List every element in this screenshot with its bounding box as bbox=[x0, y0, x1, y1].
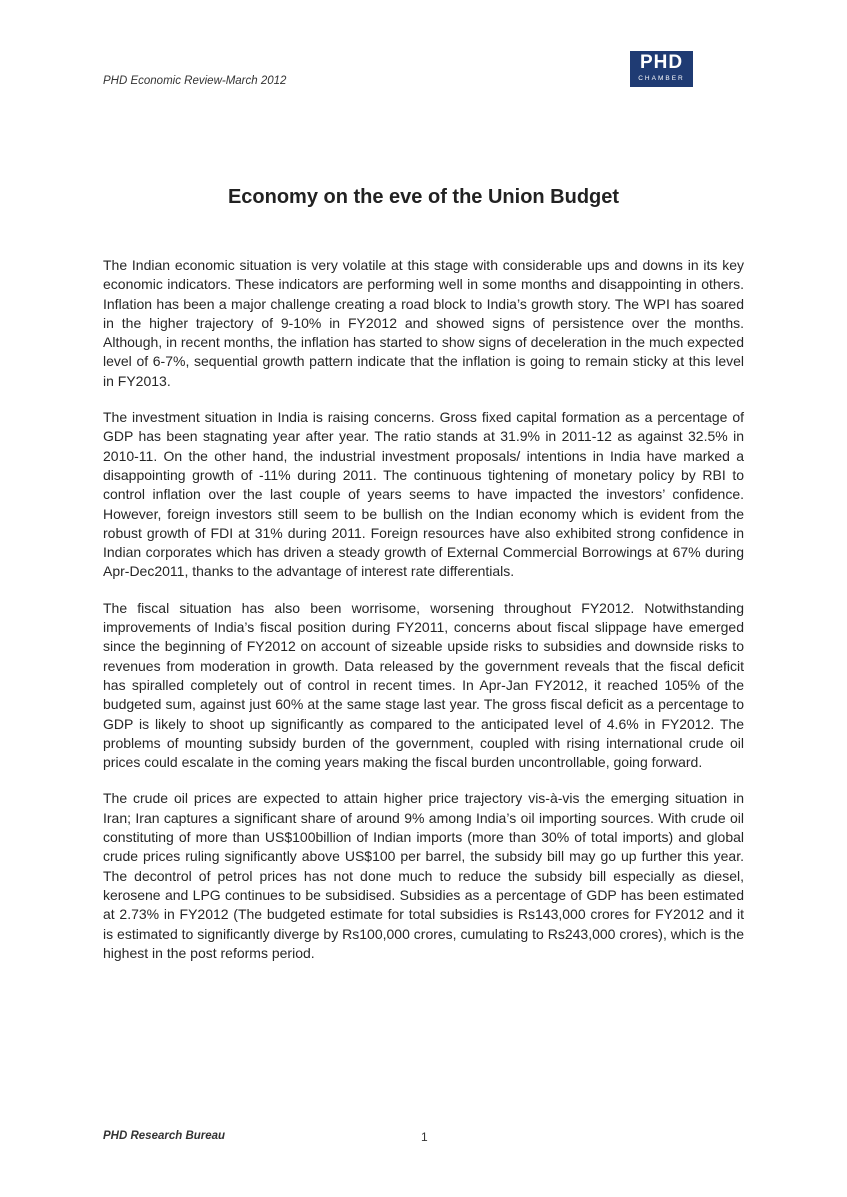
paragraph-inflation: The Indian economic situation is very volatile at this stage with considerable ups and downs in its key economic indicators. These indicators are performing well in some months and disappointing in others. Inflation has been a major challenge creating a road block to India’s growth story. The WPI has soared in the higher trajectory of 9-10% in FY2012 and showed signs of persistence over the months. Although, in recent months, the inflation has started to show signs of deceleration in the much expected level of 6-7%, sequential growth pattern indicate that the inflation is going to remain sticky at this level in FY2013. bbox=[103, 257, 744, 389]
phd-chamber-logo bbox=[630, 51, 693, 87]
logo-main-text: PHD bbox=[639, 52, 684, 73]
page-title: Economy on the eve of the Union Budget bbox=[227, 186, 620, 208]
paragraph-fiscal: The fiscal situation has also been worrisome, worsening throughout FY2012. Notwithstanding improvements of India’s fiscal position during FY2011, concerns about fiscal slippage have emerged since the beginning of FY2012 on account of sizeable upside risks to subsidies and downside risks to revenues from moderation in growth. Data released by the government reveals that the fiscal deficit has spiralled completely out of control in recent times. In Apr-Jan FY2012, it reached 105% of the budgeted sum, against just 60% at the same stage last year. The gross fiscal deficit as a percentage to GDP is likely to shoot up significantly as compared to the anticipated level of 4.6% in FY2012. The problems of mounting subsidy burden of the government, coupled with rising international crude oil prices could escalate in the coming years making the fiscal burden uncontrollable, going forward. bbox=[103, 599, 744, 771]
article-body bbox=[103, 256, 744, 980]
page-number: 1 bbox=[421, 1130, 428, 1144]
footer-bureau-name: PHD Research Bureau bbox=[103, 1130, 226, 1142]
header-publication-title: PHD Economic Review-March 2012 bbox=[103, 75, 287, 87]
paragraph-crude-oil: The crude oil prices are expected to attain higher price trajectory vis-à-vis the emerging situation in Iran; Iran captures a significant share of around 9% among India’s oil importing sources. With crude oil constituting of more than US$100billion of Indian imports (more than 30% of total imports) and global crude prices ruling significantly above US$100 per barrel, the subsidy bill may go up further this year. The decontrol of petrol prices has not done much to reduce the subsidy bill especially as diesel, kerosene and LPG continues to be subsidised. Subsidies as a percentage of GDP has been estimated at 2.73% in FY2012 (The budgeted estimate for total subsidies is Rs143,000 crores for FY2012 and it is estimated to significantly diverge by Rs100,000 crores, cumulating to Rs243,000 crores), which is the highest in the post reforms period. bbox=[103, 790, 744, 961]
paragraph-investment: The investment situation in India is raising concerns. Gross fixed capital formation as a percentage of GDP has been stagnating year after year. The ratio stands at 31.9% in 2011-12 as against 32.5% in 2010-11. On the other hand, the industrial investment proposals/ intentions in India have marked a disappointing growth of -11% during 2011. The continuous tightening of monetary policy by RBI to control inflation over the last couple of years seems to have impacted the investors’ confidence. However, foreign investors still seem to be bullish on the Indian economy which is evident from the robust growth of FDI at 31% during 2011. Foreign resources have also exhibited strong confidence in Indian corporates which has driven a steady growth of External Commercial Borrowings at 67% during Apr-Dec2011, thanks to the advantage of interest rate differentials. bbox=[103, 409, 744, 580]
logo-sub-text: CHAMBER bbox=[638, 75, 685, 82]
